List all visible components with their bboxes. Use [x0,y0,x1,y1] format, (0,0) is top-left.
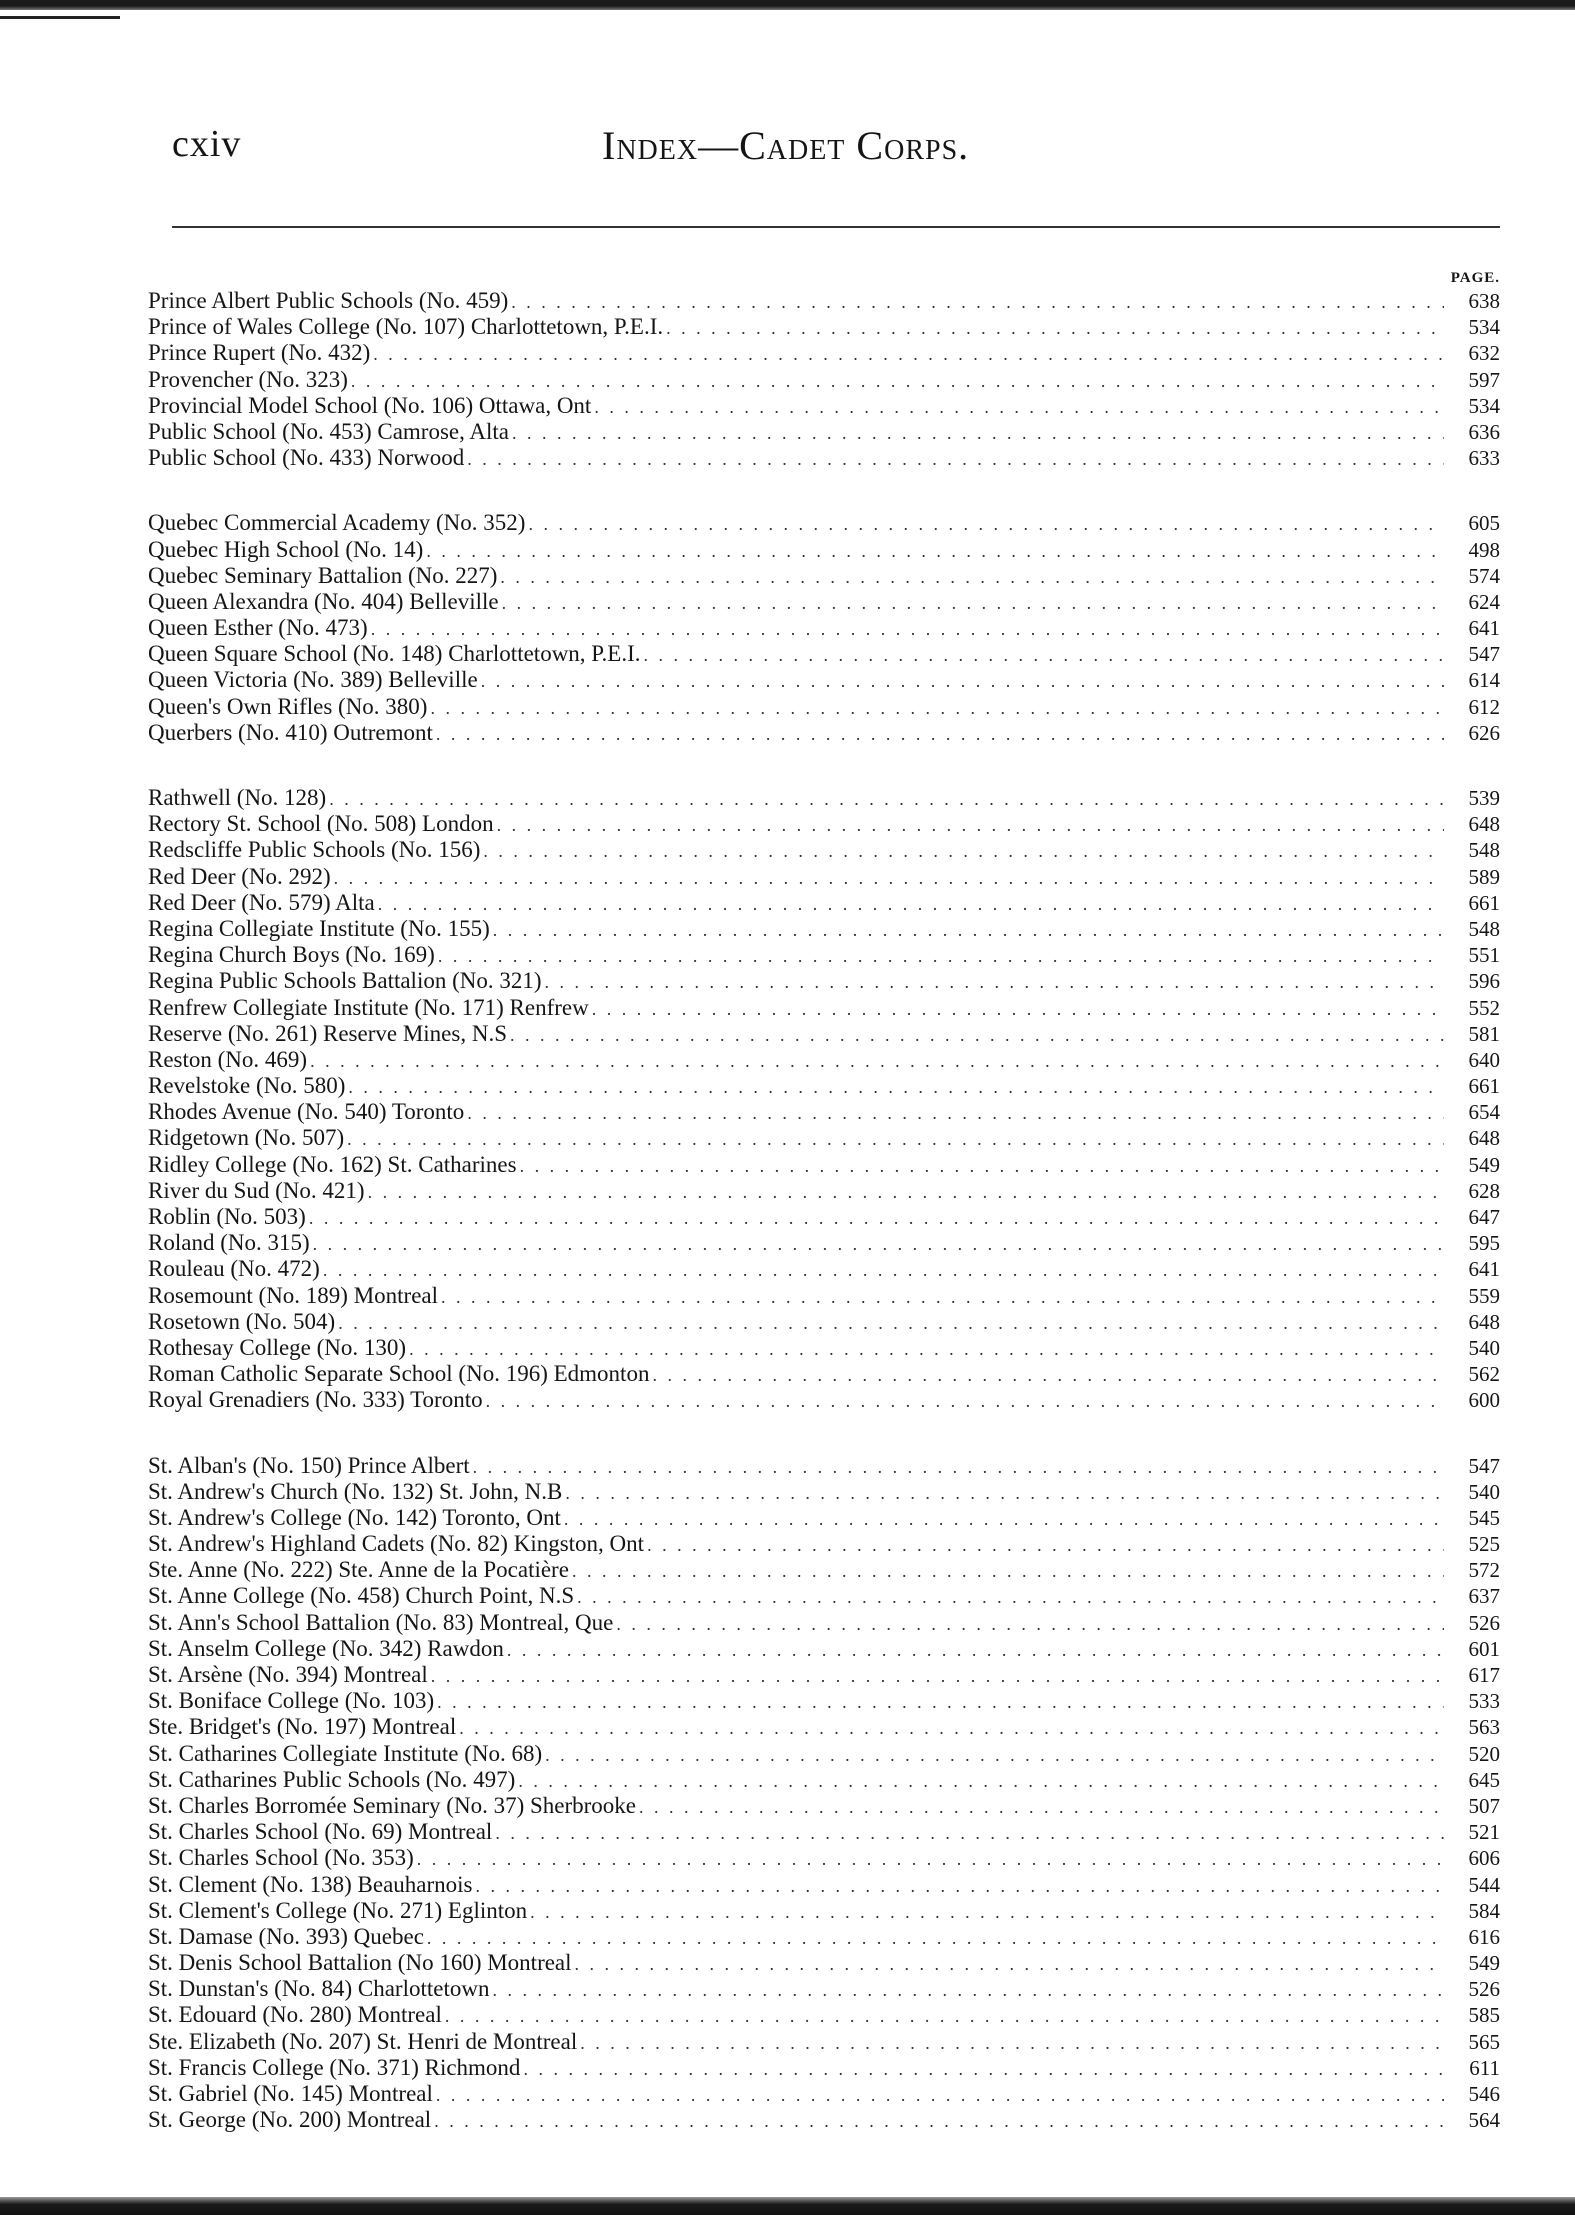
entry-name: St. Boniface College (No. 103) [148,1688,435,1714]
entry-name: St. Clement (No. 138) Beauharnois [148,1871,473,1897]
index-entry [148,445,1500,471]
entry-page-number: 547 [1468,1453,1500,1478]
entry-page-number: 605 [1468,511,1500,536]
entry-page-number: 540 [1468,1479,1500,1504]
entry-page-number: 626 [1468,720,1500,745]
entry-page-number: 601 [1468,1636,1500,1661]
entry-page-number: 525 [1468,1532,1500,1557]
scan-bottom-edge [0,2197,1575,2215]
dot-leader [580,2030,1444,2056]
entry-name: Prince of Wales College (No. 107) Charlottetown, P.E.I. [148,314,664,340]
dot-leader [310,1048,1444,1074]
entry-name: Roblin (No. 503) [148,1204,306,1229]
index-entry [148,1453,1500,1479]
index-entry [148,1924,1500,1950]
index-entry [148,537,1500,563]
entry-name: Red Deer (No. 579) Alta [148,889,375,915]
index-entry [148,1283,1500,1309]
entry-page-number: 544 [1468,1872,1500,1897]
entry-page-number: 645 [1468,1767,1500,1792]
entry-page-number: 648 [1468,812,1500,837]
entry-name: St. Charles Borromée Seminary (No. 37) Sherbrooke [148,1792,637,1818]
index-entry [148,2055,1500,2081]
dot-leader [347,1126,1444,1152]
entry-page-number: 597 [1468,367,1500,392]
dot-leader [666,315,1444,341]
entry-page-number: 585 [1468,2003,1500,2028]
entry-page-number: 617 [1468,1663,1500,1687]
index-entry [148,1099,1500,1125]
entry-name: Provencher (No. 323) [148,366,348,392]
entry-name: St. Francis College (No. 371) Richmond [148,2054,521,2080]
index-entry [148,1714,1500,1740]
entry-page-number: 551 [1468,943,1500,968]
entry-name: St. Andrew's Highland Cadets (No. 82) Kingston, Ont [148,1531,645,1557]
entry-page-number: 540 [1468,1335,1500,1360]
index-entry [148,314,1500,340]
dot-leader [502,590,1444,616]
entry-name: Ridgetown (No. 507) [148,1125,345,1151]
index-entry [148,1610,1500,1636]
dot-leader [431,1663,1444,1689]
entry-page-number: 584 [1468,1898,1500,1923]
index-entry [148,995,1500,1021]
index-entry [148,720,1500,746]
dot-leader [594,394,1444,420]
entry-page-number: 552 [1468,995,1500,1020]
entry-name: Reston (No. 469) [148,1046,308,1072]
entry-page-number: 641 [1468,616,1500,641]
dot-leader [476,1873,1444,1899]
index-entry [148,1741,1500,1767]
entry-page-number: 616 [1468,1924,1500,1949]
entry-page-number: 654 [1468,1100,1500,1125]
entry-name: St. Denis School Battalion (No 160) Montreal [148,1950,572,1976]
entry-name: Rathwell (No. 128) [148,785,327,810]
entry-page-number: 534 [1468,393,1500,418]
dot-leader [438,943,1444,969]
entry-page-number: 600 [1468,1388,1500,1413]
entry-page-number: 661 [1468,890,1500,915]
dot-leader [430,695,1444,721]
dot-leader [652,1362,1444,1388]
entry-page-number: 648 [1468,1126,1500,1151]
entry-page-number: 565 [1468,2029,1500,2054]
entry-name: St. Anselm College (No. 342) Rawdon [148,1635,504,1661]
entry-name: St. Catharines Public Schools (No. 497) [148,1766,516,1792]
dot-leader [378,891,1444,917]
index-group [148,288,1500,471]
entry-name: Rhodes Avenue (No. 540) Toronto [148,1099,465,1125]
entry-name: River du Sud (No. 421) [148,1177,365,1203]
dot-leader [507,1637,1444,1663]
page-column-heading: PAGE. [1450,270,1500,286]
index-entry [148,837,1500,863]
entry-name: Public School (No. 433) Norwood [148,445,465,471]
index-entry [148,340,1500,366]
index-entry [148,1125,1500,1151]
index-entry [148,1845,1500,1871]
dot-leader [348,1074,1444,1100]
entry-page-number: 628 [1468,1178,1500,1203]
dot-leader [639,1794,1444,1820]
entry-page-number: 534 [1468,315,1500,340]
entry-name: Ste. Elizabeth (No. 207) St. Henri de Montreal [148,2028,578,2054]
dot-leader [437,1689,1444,1715]
index-entry [148,1230,1500,1256]
page-number: cxiv [172,123,242,165]
index-entry [148,1898,1500,1924]
entry-name: Rosemount (No. 189) Montreal [148,1282,439,1308]
entry-name: St. Gabriel (No. 145) Montreal [148,2081,433,2106]
dot-leader [572,1558,1444,1584]
index-entry [148,2107,1500,2133]
entry-name: St. Catharines Collegiate Institute (No. 68) [148,1740,543,1766]
entry-page-number: 624 [1468,589,1500,614]
dot-leader [616,1611,1444,1637]
entry-name: Prince Rupert (No. 432) [148,340,371,366]
index-entry [148,641,1500,667]
dot-leader [467,446,1444,472]
entry-name: St. Charles School (No. 353) [148,1845,414,1871]
entry-name: Rothesay College (No. 130) [148,1334,407,1360]
index-entry [148,968,1500,994]
index-entry [148,1976,1500,2002]
index-entries [148,288,1500,2172]
entry-name: Ste. Bridget's (No. 197) Montreal [148,1714,457,1740]
entry-name: Redscliffe Public Schools (No. 156) [148,837,481,863]
dot-leader [371,616,1444,642]
index-entry [148,563,1500,589]
index-entry [148,1505,1500,1531]
index-entry [148,1819,1500,1845]
entry-page-number: 589 [1468,864,1500,889]
dot-leader [473,1454,1444,1480]
dot-leader [592,996,1444,1022]
index-entry [148,1178,1500,1204]
dot-leader [493,917,1444,943]
entry-page-number: 638 [1468,289,1500,313]
index-entry [148,1152,1500,1178]
entry-name: Regina Public Schools Battalion (No. 321) [148,968,542,994]
index-entry [148,2081,1500,2107]
index-entry [148,1767,1500,1793]
entry-name: Rosetown (No. 504) [148,1308,336,1334]
entry-page-number: 612 [1468,694,1500,719]
dot-leader [368,1179,1444,1205]
entry-page-number: 562 [1468,1362,1500,1387]
dot-leader [647,1532,1444,1558]
dot-leader [417,1846,1444,1872]
entry-page-number: 498 [1468,537,1500,562]
index-group [148,1453,1500,2134]
entry-name: St. Anne College (No. 458) Church Point, N.S [148,1583,575,1609]
index-entry [148,1256,1500,1282]
dot-leader [445,2003,1444,2029]
index-entry [148,419,1500,445]
index-entry [148,510,1500,536]
index-entry [148,589,1500,615]
index-entry [148,1872,1500,1898]
dot-leader [644,642,1444,668]
entry-page-number: 641 [1468,1257,1500,1282]
dot-leader [520,1153,1444,1179]
dot-leader [545,969,1444,995]
entry-page-number: 636 [1468,419,1500,444]
dot-leader [512,420,1444,446]
dot-leader [575,1951,1444,1977]
dot-leader [577,1584,1444,1610]
index-entry [148,667,1500,693]
index-entry [148,694,1500,720]
entry-name: Queen Alexandra (No. 404) Belleville [148,588,499,614]
entry-name: Quebec High School (No. 14) [148,536,424,562]
entry-name: Queen Square School (No. 148) Charlottetown, P.E.I. [148,641,641,667]
dot-leader [426,538,1444,564]
dot-leader [313,1231,1444,1257]
entry-name: St. Alban's (No. 150) Prince Albert [148,1452,470,1478]
entry-page-number: 549 [1468,1951,1500,1976]
index-entry [148,1021,1500,1047]
entry-name: Rouleau (No. 472) [148,1256,320,1282]
index-entry [148,288,1500,314]
entry-name: St. Clement's College (No. 271) Eglinton [148,1897,528,1923]
entry-name: St. Arsène (No. 394) Montreal [148,1662,428,1687]
entry-page-number: 547 [1468,642,1500,667]
dot-leader [459,1715,1444,1741]
index-entry [148,1636,1500,1662]
page-header [172,122,1492,182]
entry-page-number: 632 [1468,341,1500,366]
index-entry [148,2002,1500,2028]
entry-page-number: 614 [1468,668,1500,693]
dot-leader [518,1768,1444,1794]
index-entry [148,942,1500,968]
entry-name: Roland (No. 315) [148,1230,310,1256]
dot-leader [530,1899,1444,1925]
dot-leader [523,2056,1444,2082]
index-entry [148,1073,1500,1099]
dot-leader [511,289,1444,315]
index-entry [148,1583,1500,1609]
dot-leader [497,812,1444,838]
entry-name: Prince Albert Public Schools (No. 459) [148,288,509,313]
dot-leader [481,668,1444,694]
entry-name: Quebec Commercial Academy (No. 352) [148,510,526,536]
dot-leader [492,1977,1444,2003]
entry-page-number: 533 [1468,1689,1500,1714]
dot-leader [483,838,1444,864]
dot-leader [309,1205,1444,1231]
header-rule [172,226,1500,228]
dot-leader [329,786,1444,812]
dot-leader [467,1100,1444,1126]
entry-name: Rectory St. School (No. 508) London [148,811,494,837]
entry-name: Roman Catholic Separate School (No. 196) Edmonton [148,1361,650,1387]
index-entry [148,785,1500,811]
dot-leader [373,341,1444,367]
entry-name: Public School (No. 453) Camrose, Alta [148,418,509,444]
entry-name: St. Charles School (No. 69) Montreal [148,1819,493,1845]
index-entry [148,1688,1500,1714]
index-entry [148,1204,1500,1230]
entry-name: Ridley College (No. 162) St. Catharines [148,1151,517,1177]
entry-name: Queen Esther (No. 473) [148,615,368,641]
entry-page-number: 521 [1468,1820,1500,1845]
entry-page-number: 548 [1468,916,1500,941]
entry-page-number: 545 [1468,1505,1500,1530]
index-entry [148,1335,1500,1361]
entry-page-number: 520 [1468,1741,1500,1766]
entry-page-number: 526 [1468,1610,1500,1635]
entry-page-number: 596 [1468,969,1500,994]
entry-name: Royal Grenadiers (No. 333) Toronto [148,1387,483,1413]
entry-page-number: 606 [1468,1846,1500,1871]
dot-leader [564,1506,1444,1532]
entry-name: Renfrew Collegiate Institute (No. 171) Renfrew [148,994,589,1020]
entry-name: St. Andrew's Church (No. 132) St. John, N.B [148,1478,563,1504]
index-entry [148,811,1500,837]
dot-leader [427,1925,1444,1951]
entry-page-number: 595 [1468,1231,1500,1256]
entry-page-number: 611 [1469,2055,1500,2080]
index-entry [148,916,1500,942]
dot-leader [351,368,1444,394]
entry-page-number: 526 [1468,1977,1500,2002]
index-entry [148,615,1500,641]
dot-leader [495,1820,1444,1846]
entry-page-number: 574 [1468,563,1500,588]
dot-leader [441,1284,1444,1310]
entry-page-number: 546 [1468,2082,1500,2106]
scan-top-mark [0,16,120,19]
index-entry [148,1479,1500,1505]
dot-leader [338,1310,1444,1336]
entry-page-number: 507 [1468,1793,1500,1818]
entry-name: Queen Victoria (No. 389) Belleville [148,667,478,693]
dot-leader [436,721,1444,747]
index-group [148,510,1500,746]
dot-leader [409,1336,1444,1362]
entry-page-number: 661 [1468,1074,1500,1099]
entry-name: Regina Church Boys (No. 169) [148,942,435,968]
entry-name: St. Damase (No. 393) Quebec [148,1923,424,1949]
entry-name: St. Ann's School Battalion (No. 83) Montreal, Que [148,1609,614,1635]
entry-name: Quebec Seminary Battalion (No. 227) [148,562,498,588]
index-entry [148,367,1500,393]
index-entry [148,393,1500,419]
entry-page-number: 648 [1468,1309,1500,1334]
entry-name: Ste. Anne (No. 222) Ste. Anne de la Pocatière [148,1557,569,1583]
dot-leader [323,1257,1444,1283]
index-entry [148,1361,1500,1387]
index-entry [148,1309,1500,1335]
dot-leader [434,2108,1444,2134]
entry-page-number: 572 [1468,1558,1500,1583]
entry-name: St. Edouard (No. 280) Montreal [148,2002,442,2028]
entry-name: Reserve (No. 261) Reserve Mines, N.S [148,1020,507,1046]
entry-name: St. Dunstan's (No. 84) Charlottetown [148,1976,490,2002]
entry-page-number: 564 [1468,2108,1500,2133]
index-entry [148,1662,1500,1688]
index-group [148,785,1500,1414]
entry-page-number: 563 [1468,1715,1500,1740]
index-entry [148,1531,1500,1557]
dot-leader [545,1742,1444,1768]
entry-name: Querbers (No. 410) Outremont [148,719,433,745]
index-entry [148,864,1500,890]
entry-page-number: 559 [1468,1283,1500,1308]
dot-leader [486,1388,1444,1414]
dot-leader [500,564,1444,590]
entry-page-number: 548 [1468,838,1500,863]
dot-leader [436,2082,1444,2108]
entry-name: St. George (No. 200) Montreal [148,2107,432,2133]
entry-name: St. Andrew's College (No. 142) Toronto, Ont [148,1504,561,1530]
dot-leader [565,1480,1444,1506]
dot-leader [528,511,1444,537]
entry-page-number: 549 [1468,1152,1500,1177]
entry-name: Queen's Own Rifles (No. 380) [148,693,428,719]
index-entry [148,1557,1500,1583]
index-entry [148,1387,1500,1413]
entry-page-number: 637 [1468,1584,1500,1609]
page-title: Index—Cadet Corps. [602,123,970,168]
index-entry [148,2029,1500,2055]
entry-page-number: 640 [1468,1047,1500,1072]
index-entry [148,1047,1500,1073]
index-entry [148,1793,1500,1819]
entry-name: Red Deer (No. 292) [148,863,331,889]
entry-page-number: 539 [1468,786,1500,810]
index-entry [148,890,1500,916]
entry-name: Revelstoke (No. 580) [148,1073,346,1099]
entry-name: Regina Collegiate Institute (No. 155) [148,915,490,941]
entry-page-number: 581 [1468,1021,1500,1046]
entry-page-number: 633 [1468,446,1500,471]
entry-name: Provincial Model School (No. 106) Ottawa, Ont [148,392,592,418]
entry-page-number: 647 [1468,1205,1500,1229]
scan-top-edge [0,0,1575,10]
index-entry [148,1950,1500,1976]
dot-leader [334,865,1444,891]
dot-leader [510,1022,1444,1048]
